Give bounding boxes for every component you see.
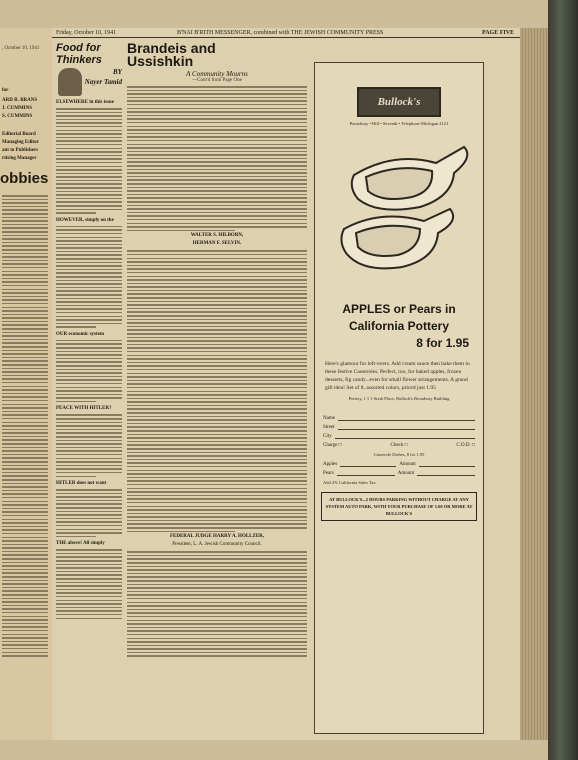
left-strip-line: Managing Editor [2, 140, 39, 145]
column-subhead: ELSEWHERE in this issue [56, 100, 114, 105]
parking-notice: AT BULLOCK'S...2 HOURS PARKING WITHOUT CHARGE AT ANY SYSTEM AUTO PARK, WITH YOUR PURCHASE OF 1.00 OR MORE AT BULLOCK'S [321, 492, 477, 521]
book-spine [548, 0, 578, 760]
signature-title: President, L. A. Jewish Community Council. [172, 542, 262, 548]
cod-option[interactable]: C.O.D. □ [456, 443, 475, 448]
column-subhead: HITLER does not want [56, 481, 107, 487]
form-label: Pears [323, 471, 334, 476]
signature: FEDERAL JUDGE HARRY A. HOLLZER, [169, 534, 265, 540]
name-field[interactable] [338, 414, 475, 421]
ad-price: 8 for 1.95 [416, 336, 469, 350]
article-text [127, 250, 307, 532]
city-field[interactable] [335, 432, 475, 439]
header-rule [52, 37, 520, 38]
article-brandeis-ussishkin [127, 42, 307, 737]
column-text [56, 340, 122, 403]
left-headline: obbies [0, 170, 49, 187]
left-page-fragment [0, 28, 53, 740]
newspaper-page [52, 28, 520, 740]
column-text [56, 549, 122, 619]
charge-option[interactable]: Charge □ [323, 443, 342, 448]
order-form [323, 412, 475, 486]
column-by: BY [113, 68, 122, 76]
column-text [56, 226, 122, 328]
article-headline: Brandeis and [127, 42, 216, 56]
form-label: Amount [397, 471, 415, 476]
left-strip-line: for [2, 88, 9, 93]
bullocks-logo: Bullock's [357, 87, 441, 117]
ad-body: Here's glamour for left-overs. Add cream sauce then bake them in these festive Casseroles. Perfect, too, for baked apples, frozen desserts, fig candy...even for small flower arrangements. A grand gift idea! Set of 8, assorted colors, priced just 1.95 [325, 361, 470, 391]
casserole-line: Casserole Dishes, 8 for 1.95 [373, 452, 425, 457]
sales-tax-note: Add 2% California Sales Tax [323, 480, 376, 485]
article-kicker: A Community Mourns [186, 70, 248, 78]
article-text [127, 551, 307, 657]
article-text [127, 86, 307, 231]
signature: HERMAN F. SELVIN. [192, 241, 242, 247]
page-date: Friday, October 10, 1941 [56, 30, 117, 36]
left-folio: , October 10, 1941 [2, 46, 40, 51]
article-headline: Ussishkin [127, 53, 194, 69]
street-field[interactable] [338, 423, 475, 430]
left-strip-line: ant to Publishers [2, 148, 39, 153]
apples-qty-field[interactable] [340, 460, 396, 467]
pottery-illustration [324, 133, 474, 293]
column-text [56, 414, 122, 477]
form-label: Street [323, 425, 335, 430]
pears-amount-field[interactable] [417, 469, 475, 476]
column-subhead: OUR economic system [56, 331, 105, 337]
form-label: Name [323, 416, 335, 421]
page-masthead: B'NAI B'RITH MESSENGER, combined with THE JEWISH COMMUNITY PRESS [177, 30, 384, 36]
left-strip-line: rtising Manager [2, 156, 37, 161]
page-number: PAGE FIVE [482, 30, 515, 36]
ad-headline: APPLES or Pears in [342, 302, 456, 316]
left-strip-line: Editorial Board [2, 132, 36, 137]
ad-department: Pottery, 1 1 1 Sixth Floor, Bullock's Broadway Building [348, 396, 450, 401]
left-strip-line: J. CUMMINS [2, 106, 32, 111]
column-food-for-thinkers [56, 42, 122, 737]
column-author: Nayer Tamid [84, 78, 122, 86]
author-portrait [58, 68, 82, 96]
column-title: Food for Thinkers [56, 42, 102, 66]
left-text-block [2, 193, 48, 659]
column-subhead: HOWEVER, simply on the [56, 217, 114, 223]
column-subhead: PEACE WITH HITLER? [56, 406, 112, 412]
column-text [56, 489, 122, 537]
store-info: Broadway • Hill • Seventh • Telephone Michigan 2121 [349, 121, 449, 126]
column-subhead: THE above! All simply [56, 541, 105, 547]
left-strip-line: S. CUMMINS [2, 114, 33, 119]
form-label: Amount [399, 462, 416, 467]
ad-headline: California Pottery [348, 319, 450, 333]
form-label: City [323, 434, 332, 439]
apples-amount-field[interactable] [419, 460, 475, 467]
form-label: Apples [323, 462, 338, 467]
bullocks-advertisement [314, 62, 484, 734]
check-option[interactable]: Check □ [390, 443, 408, 448]
left-strip-line: ARD R. BRANS [2, 98, 38, 103]
column-text [56, 108, 122, 214]
pears-qty-field[interactable] [337, 469, 395, 476]
signature: WALTER S. HILBORN, [190, 233, 244, 239]
article-continued: —Cont'd from Page One [192, 78, 242, 83]
page-edges [520, 28, 548, 740]
